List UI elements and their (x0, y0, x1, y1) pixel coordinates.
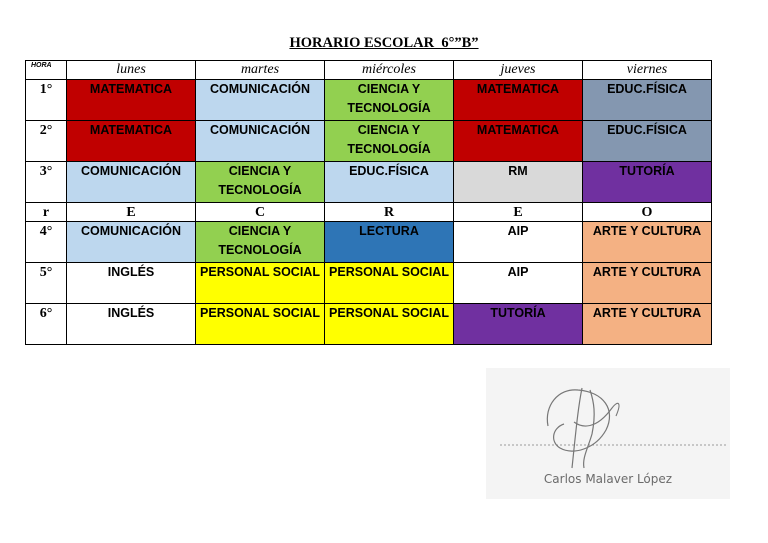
subject-cell: LECTURA (325, 222, 454, 263)
recreo-label: r (26, 203, 67, 222)
subject-cell: INGLÉS (67, 304, 196, 345)
subject-cell: MATEMATICA (454, 121, 583, 162)
subject-cell: COMUNICACIÓN (196, 80, 325, 121)
subject-cell: CIENCIA Y TECNOLOGÍA (196, 222, 325, 263)
subject-cell: EDUC.FÍSICA (325, 162, 454, 203)
page-title: HORARIO ESCOLAR 6°”B” (289, 35, 479, 51)
recreo-letter: E (454, 203, 583, 222)
subject-cell: EDUC.FÍSICA (583, 80, 712, 121)
subject-cell: INGLÉS (67, 263, 196, 304)
table-row (26, 80, 712, 121)
subject-cell: CIENCIA Y TECNOLOGÍA (325, 121, 454, 162)
subject-cell: PERSONAL SOCIAL (325, 263, 454, 304)
subject-cell: COMUNICACIÓN (196, 121, 325, 162)
subject-cell: MATEMATICA (67, 80, 196, 121)
day-header-viernes: viernes (583, 61, 712, 80)
table-row (26, 304, 712, 345)
subject-cell: ARTE Y CULTURA (583, 263, 712, 304)
day-header-lunes: lunes (67, 61, 196, 80)
subject-cell: TUTORÍA (454, 304, 583, 345)
header-row (26, 61, 712, 80)
day-header-martes: martes (196, 61, 325, 80)
subject-cell: COMUNICACIÓN (67, 162, 196, 203)
subject-cell: CIENCIA Y TECNOLOGÍA (196, 162, 325, 203)
subject-cell: PERSONAL SOCIAL (325, 304, 454, 345)
hour-label: 2° (26, 121, 67, 162)
signature-name: Carlos Malaver López (543, 472, 673, 486)
subject-cell: EDUC.FÍSICA (583, 121, 712, 162)
recreo-letter: C (196, 203, 325, 222)
day-header-miercoles: miércoles (325, 61, 454, 80)
subject-cell: ARTE Y CULTURA (583, 222, 712, 263)
hour-label: 1° (26, 80, 67, 121)
hour-label: 6° (26, 304, 67, 345)
recreo-letter: O (583, 203, 712, 222)
table-row (26, 162, 712, 203)
subject-cell: AIP (454, 263, 583, 304)
subject-cell: ARTE Y CULTURA (583, 304, 712, 345)
table-row (26, 222, 712, 263)
signature-block (486, 368, 730, 499)
subject-cell: MATEMATICA (67, 121, 196, 162)
hour-label: 3° (26, 162, 67, 203)
hora-header: HORA (26, 61, 67, 80)
recreo-letter: E (67, 203, 196, 222)
subject-cell: CIENCIA Y TECNOLOGÍA (325, 80, 454, 121)
day-header-jueves: jueves (454, 61, 583, 80)
subject-cell: MATEMATICA (454, 80, 583, 121)
subject-cell: COMUNICACIÓN (67, 222, 196, 263)
recreo-letter: R (325, 203, 454, 222)
schedule-table (25, 60, 712, 345)
recreo-row (26, 203, 712, 222)
subject-cell: PERSONAL SOCIAL (196, 263, 325, 304)
table-row (26, 263, 712, 304)
subject-cell: RM (454, 162, 583, 203)
hour-label: 4° (26, 222, 67, 263)
subject-cell: AIP (454, 222, 583, 263)
table-row (26, 121, 712, 162)
subject-cell: TUTORÍA (583, 162, 712, 203)
subject-cell: PERSONAL SOCIAL (196, 304, 325, 345)
hour-label: 5° (26, 263, 67, 304)
